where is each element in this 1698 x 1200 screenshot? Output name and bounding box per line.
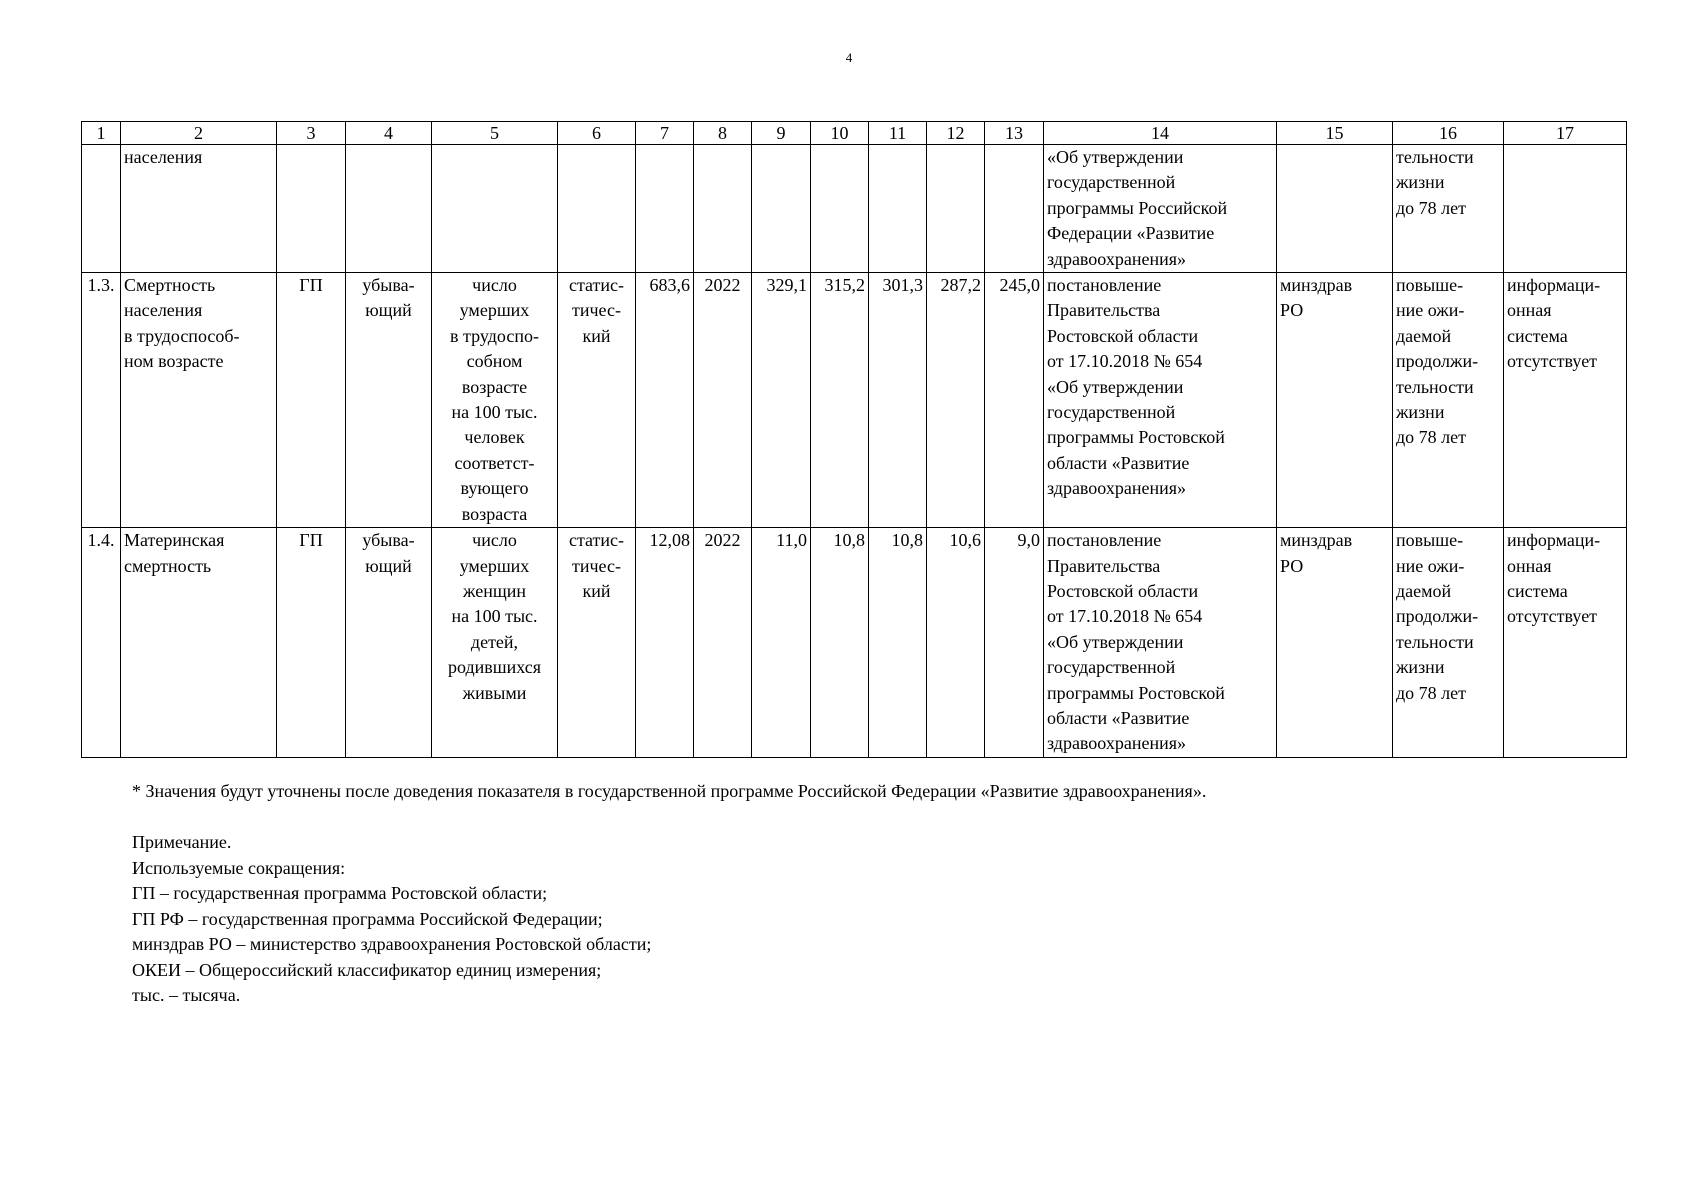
cell-info-system	[1504, 528, 1627, 758]
notes-subtitle: Используемые сокращения:	[132, 857, 346, 878]
cell-text-line: кий	[582, 325, 611, 346]
cell-value	[985, 145, 1044, 273]
column-header: 14	[1044, 122, 1277, 145]
cell-indicator-name	[121, 145, 277, 273]
cell-text-line: «Об утверждении	[1047, 631, 1184, 652]
cell-text-line: в трудоспособ-	[124, 325, 240, 346]
cell-type	[558, 273, 636, 528]
cell-text-line: умерших	[459, 555, 530, 576]
cell-value: 12,08	[636, 528, 694, 758]
cell-text-line: постановление	[1047, 530, 1162, 551]
cell-text-line: области «Развитие	[1047, 707, 1190, 728]
cell-text-line: ющий	[365, 300, 412, 321]
abbreviation-item: ГП РФ – государственная программа Российской Федерации;	[132, 908, 603, 929]
cell-value	[927, 145, 985, 273]
cell-text-line: онная	[1507, 300, 1552, 321]
cell-text-line: «Об утверждении	[1047, 376, 1184, 397]
cell-number	[82, 145, 121, 273]
cell-text-line: система	[1507, 325, 1568, 346]
cell-text-line: информаци-	[1507, 530, 1601, 551]
column-header: 3	[277, 122, 346, 145]
cell-text-line: здравоохранения»	[1047, 248, 1187, 269]
cell-text-line: вующего	[460, 478, 529, 499]
cell-text-line: населения	[124, 147, 203, 167]
cell-text-line: «Об утверждении	[1047, 147, 1184, 167]
cell-text-line: ние ожи-	[1396, 555, 1465, 576]
cell-text-line: возраста	[461, 503, 528, 524]
column-header: 13	[985, 122, 1044, 145]
cell-text-line: продолжи-	[1396, 606, 1479, 627]
cell-text-line: РО	[1280, 555, 1304, 576]
cell-text-line: собном	[466, 351, 523, 372]
cell-text-line: Правительства	[1047, 555, 1161, 576]
cell-value	[869, 145, 927, 273]
cell-value: 315,2	[811, 273, 869, 528]
column-header: 11	[869, 122, 927, 145]
cell-document	[1044, 273, 1277, 528]
cell-document	[1044, 528, 1277, 758]
cell-text-line: на 100 тыс.	[451, 402, 538, 423]
cell-text-line: программы Российской	[1047, 197, 1228, 218]
cell-text-line: минздрав	[1280, 530, 1353, 551]
cell-program: ГП	[277, 528, 346, 758]
cell-text-line: жизни	[1396, 657, 1445, 678]
cell-trend	[346, 528, 432, 758]
notes-section	[132, 830, 651, 1009]
cell-responsible	[1277, 273, 1393, 528]
cell-year: 2022	[694, 528, 752, 758]
column-header: 7	[636, 122, 694, 145]
table-row	[82, 528, 1627, 758]
cell-text-line: информаци-	[1507, 275, 1601, 296]
cell-program	[277, 145, 346, 273]
cell-text-line: области «Развитие	[1047, 452, 1190, 473]
cell-number: 1.4.	[82, 528, 121, 758]
cell-text-line: даемой	[1396, 325, 1452, 346]
cell-unit	[432, 145, 558, 273]
cell-text-line: система	[1507, 580, 1568, 601]
cell-value: 329,1	[752, 273, 811, 528]
cell-text-line: Материнская	[124, 530, 225, 551]
abbreviation-item: тыс. – тысяча.	[132, 985, 241, 1005]
indicators-table	[81, 121, 1627, 758]
cell-text-line: на 100 тыс.	[451, 606, 538, 627]
cell-text-line: смертность	[124, 555, 212, 576]
column-header: 5	[432, 122, 558, 145]
cell-text-line: Ростовской области	[1047, 580, 1199, 601]
table-header-row	[82, 122, 1627, 145]
cell-text-line: живыми	[462, 682, 527, 703]
column-header: 17	[1504, 122, 1627, 145]
cell-goal	[1393, 273, 1504, 528]
cell-text-line: здравоохранения»	[1047, 733, 1187, 754]
cell-text-line: жизни	[1396, 172, 1445, 193]
cell-text-line: государственной	[1047, 657, 1176, 678]
cell-trend	[346, 273, 432, 528]
cell-text-line: соответст-	[454, 452, 535, 473]
cell-text-line: статис-	[568, 530, 625, 551]
cell-text-line: до 78 лет	[1396, 197, 1466, 218]
cell-text-line: государственной	[1047, 402, 1176, 423]
cell-responsible	[1277, 528, 1393, 758]
footnote: * Значения будут уточнены после доведения показателя в государственной программе Российской Федерации «Развитие здравоохранения».	[132, 781, 1207, 801]
cell-text-line: до 78 лет	[1396, 682, 1466, 703]
cell-year: 2022	[694, 273, 752, 528]
cell-type	[558, 145, 636, 273]
cell-text-line: в трудоспо-	[450, 325, 539, 346]
cell-text-line: число	[472, 530, 517, 551]
cell-text-line: Смертность	[124, 275, 216, 296]
cell-value	[752, 145, 811, 273]
cell-text-line: человек	[464, 427, 525, 448]
table-row	[82, 145, 1627, 273]
cell-text-line: убыва-	[362, 275, 415, 296]
cell-value: 10,6	[927, 528, 985, 758]
cell-text-line: жизни	[1396, 402, 1445, 423]
cell-value: 287,2	[927, 273, 985, 528]
cell-text-line: статис-	[568, 275, 625, 296]
cell-text-line: повыше-	[1396, 275, 1464, 296]
cell-text-line: умерших	[459, 300, 530, 321]
cell-unit	[432, 528, 558, 758]
abbreviation-item: минздрав РО – министерство здравоохранения Ростовской области;	[132, 934, 652, 954]
cell-value	[636, 145, 694, 273]
cell-text-line: тельности	[1396, 376, 1474, 397]
notes-title: Примечание.	[132, 832, 232, 852]
cell-text-line: ющий	[365, 555, 412, 576]
column-header: 1	[82, 122, 121, 145]
cell-text-line: онная	[1507, 555, 1552, 576]
table-row	[82, 273, 1627, 528]
cell-value: 301,3	[869, 273, 927, 528]
cell-text-line: населения	[124, 300, 203, 321]
column-header: 12	[927, 122, 985, 145]
cell-program: ГП	[277, 273, 346, 528]
cell-text-line: детей,	[470, 631, 519, 652]
cell-value: 11,0	[752, 528, 811, 758]
cell-text-line: программы Ростовской	[1047, 682, 1225, 703]
cell-unit	[432, 273, 558, 528]
cell-text-line: отсутствует	[1507, 606, 1598, 627]
cell-text-line: от 17.10.2018 № 654	[1047, 351, 1203, 372]
cell-trend	[346, 145, 432, 273]
cell-year	[694, 145, 752, 273]
cell-text-line: Ростовской области	[1047, 325, 1199, 346]
cell-value: 10,8	[869, 528, 927, 758]
cell-text-line: ние ожи-	[1396, 300, 1465, 321]
cell-value: 10,8	[811, 528, 869, 758]
cell-text-line: женщин	[463, 580, 526, 601]
column-header: 4	[346, 122, 432, 145]
cell-text-line: программы Ростовской	[1047, 427, 1225, 448]
cell-responsible	[1277, 145, 1393, 273]
column-header: 10	[811, 122, 869, 145]
cell-text-line: РО	[1280, 300, 1304, 321]
column-header: 16	[1393, 122, 1504, 145]
cell-text-line: постановление	[1047, 275, 1162, 296]
cell-value: 683,6	[636, 273, 694, 528]
cell-text-line: кий	[582, 580, 611, 601]
cell-text-line: повыше-	[1396, 530, 1464, 551]
cell-text-line: ном возрасте	[124, 351, 224, 372]
cell-text-line: Федерации «Развитие	[1047, 223, 1215, 244]
page-number: 4	[845, 50, 853, 65]
cell-goal	[1393, 528, 1504, 758]
cell-text-line: число	[472, 275, 517, 296]
cell-value: 9,0	[985, 528, 1044, 758]
cell-info-system	[1504, 145, 1627, 273]
cell-text-line: убыва-	[362, 530, 415, 551]
cell-text-line: до 78 лет	[1396, 427, 1466, 448]
cell-text-line: возрасте	[461, 376, 528, 397]
cell-document	[1044, 145, 1277, 273]
column-header: 8	[694, 122, 752, 145]
cell-text-line: тичес-	[572, 555, 621, 576]
cell-text-line: тичес-	[572, 300, 621, 321]
cell-type	[558, 528, 636, 758]
cell-text-line: тельности	[1396, 147, 1474, 167]
cell-text-line: родившихся	[447, 657, 541, 678]
cell-text-line: здравоохранения»	[1047, 478, 1187, 499]
abbreviation-item: ГП – государственная программа Ростовской области;	[132, 883, 548, 903]
cell-value: 245,0	[985, 273, 1044, 528]
cell-text-line: от 17.10.2018 № 654	[1047, 606, 1203, 627]
cell-text-line: тельности	[1396, 631, 1474, 652]
cell-indicator-name	[121, 273, 277, 528]
cell-goal	[1393, 145, 1504, 273]
column-header: 6	[558, 122, 636, 145]
column-header: 15	[1277, 122, 1393, 145]
cell-text-line: государственной	[1047, 172, 1176, 193]
cell-text-line: продолжи-	[1396, 351, 1479, 372]
cell-text-line: Правительства	[1047, 300, 1161, 321]
cell-value	[811, 145, 869, 273]
column-header: 2	[121, 122, 277, 145]
cell-number: 1.3.	[82, 273, 121, 528]
column-header: 9	[752, 122, 811, 145]
cell-info-system	[1504, 273, 1627, 528]
table-body	[82, 145, 1627, 758]
cell-indicator-name	[121, 528, 277, 758]
cell-text-line: минздрав	[1280, 275, 1353, 296]
cell-text-line: даемой	[1396, 580, 1452, 601]
cell-text-line: отсутствует	[1507, 351, 1598, 372]
abbreviation-item: ОКЕИ – Общероссийский классификатор единиц измерения;	[132, 959, 602, 980]
